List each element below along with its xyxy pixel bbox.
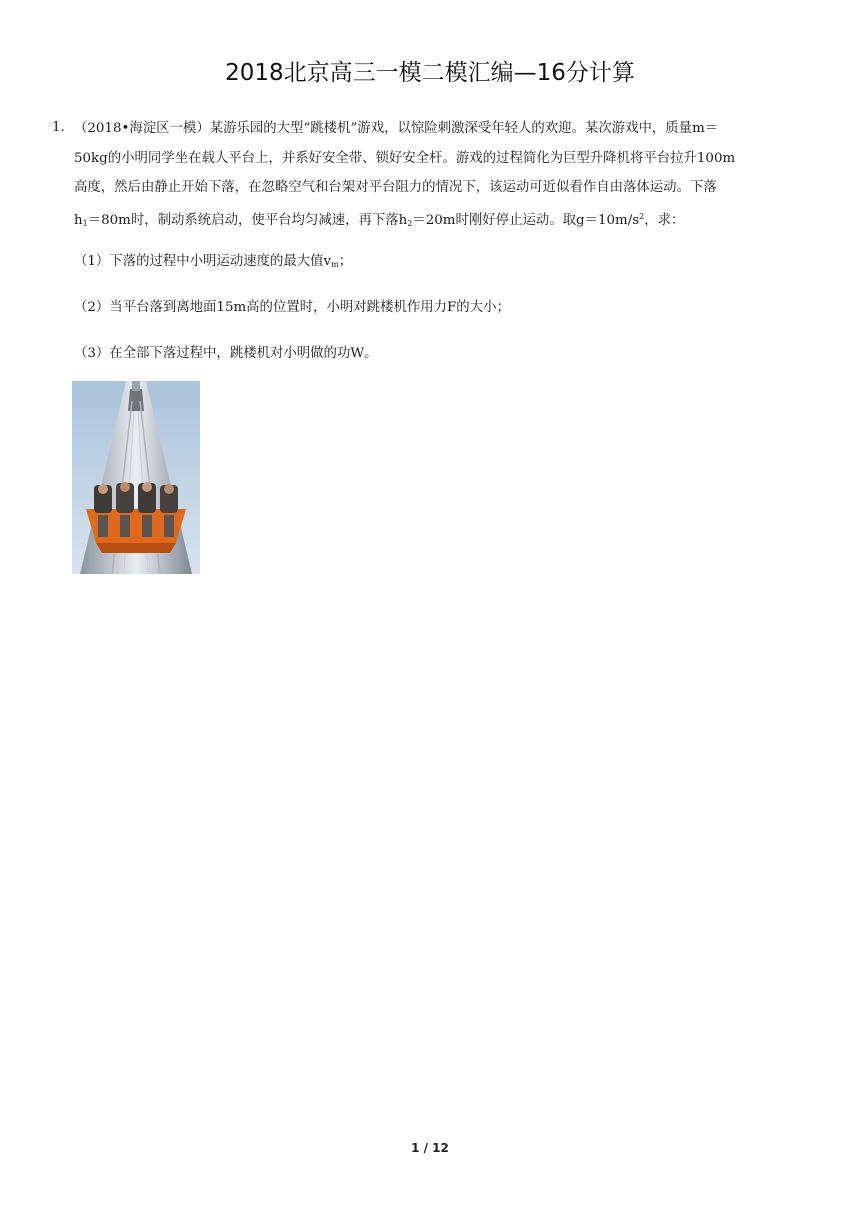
sub-question-3: （3）在全部下落过程中，跳楼机对小明做的功W。 xyxy=(74,346,378,361)
sub-question-1-text: （1）下落的过程中小明运动速度的最大值v xyxy=(74,254,332,269)
question-line-3: 高度，然后由静止开始下落，在忽略空气和台架对平台阻力的情况下，该运动可近似看作自由落体运动。下落 xyxy=(74,180,717,195)
question-line-2: 50kg的小明同学坐在载人平台上，并系好安全带、锁好安全杆。游戏的过程简化为巨型升降机将平台拉升100m xyxy=(74,151,736,166)
line-4-text-a: ＝80m时，制动系统启动，使平台均匀减速，再下落h xyxy=(87,213,408,228)
line-4-text-b: ＝20m时刚好停止运动。取g＝10m/s xyxy=(412,213,640,228)
drop-tower-photo xyxy=(72,381,200,574)
question-line-4 xyxy=(74,208,684,233)
h1-symbol: h xyxy=(74,213,83,228)
h1-subscript: 1 xyxy=(82,219,88,228)
sub-question-1-end: ； xyxy=(338,254,353,269)
sub-question-1 xyxy=(74,250,352,269)
question-line-1: （2018•海淀区一模）某游乐园的大型“跳楼机”游戏，以惊险刺激深受年轻人的欢迎。某次游戏中，质量m＝ xyxy=(74,121,719,136)
line-4-text-c: ，求： xyxy=(644,213,685,228)
vm-subscript: m xyxy=(331,260,339,269)
sub-question-2: （2）当平台落到离地面15m高的位置时，小明对跳楼机作用力F的大小； xyxy=(74,300,510,315)
h2-subscript: 2 xyxy=(407,219,413,228)
s-squared-superscript: 2 xyxy=(639,212,645,221)
page-number: 1 / 12 xyxy=(411,1141,449,1155)
page-title: 2018北京高三一模二模汇编—16分计算 xyxy=(225,60,635,86)
question-number: 1. xyxy=(52,120,65,135)
